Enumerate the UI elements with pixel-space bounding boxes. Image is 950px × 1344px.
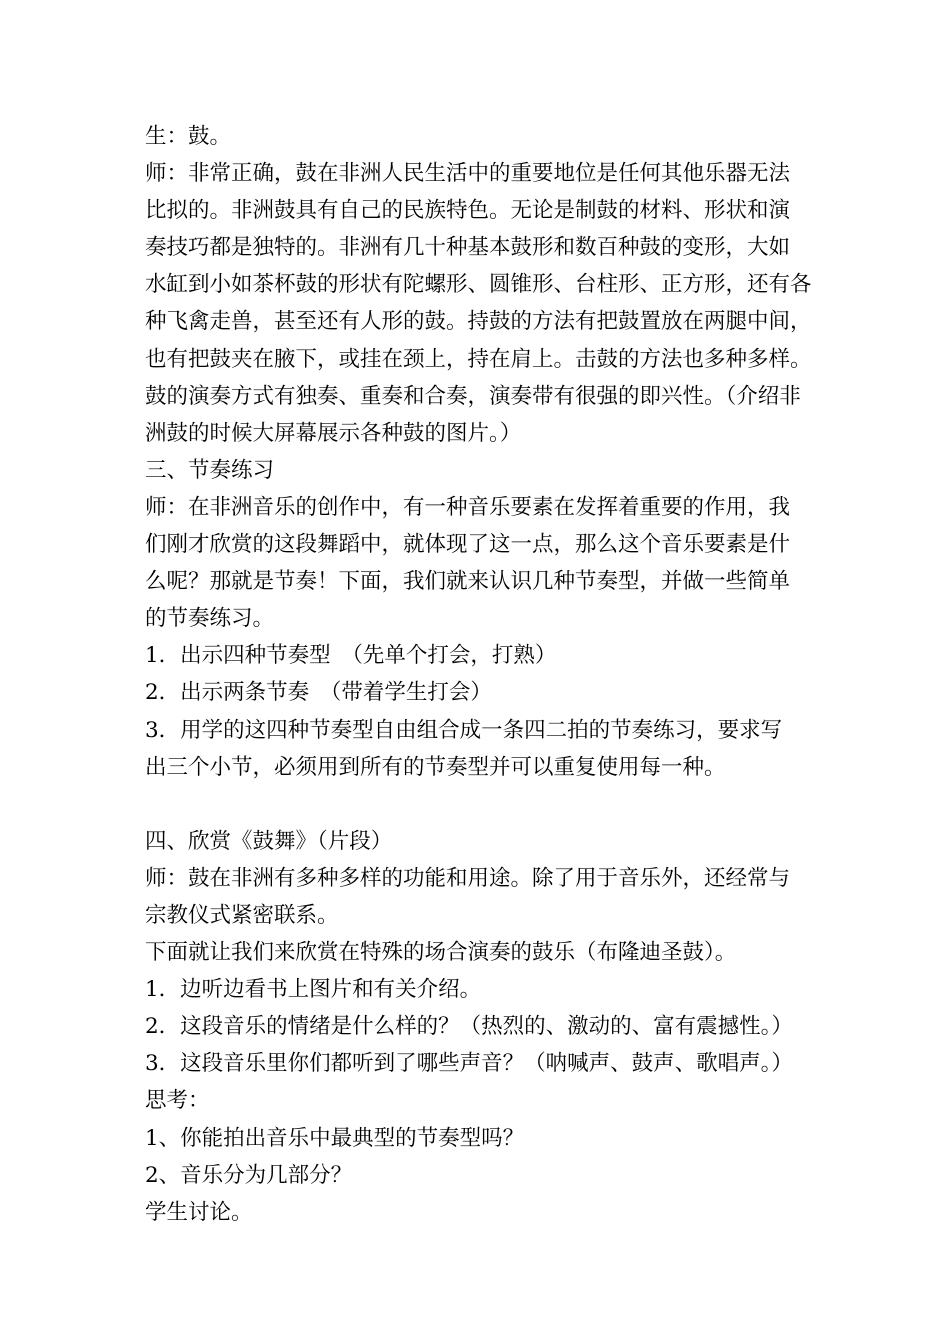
text-line: 师：鼓在非洲有多种多样的功能和用途。除了用于音乐外，还经常与: [145, 865, 791, 891]
text-line: 洲鼓的时候大屏幕展示各种鼓的图片。）: [145, 420, 522, 446]
text-line: 也有把鼓夹在腋下，或挂在颈上，持在肩上。击鼓的方法也多种多样。: [145, 346, 812, 372]
list-item: 2．出示两条节奏 （带着学生打会）: [145, 680, 492, 706]
text-line: 鼓的演奏方式有独奏、重奏和合奏，演奏带有很强的即兴性。（介绍非: [145, 383, 801, 409]
text-line: 宗教仪式紧密联系。: [145, 902, 339, 928]
document-body: [145, 118, 815, 1231]
blank-line: [145, 786, 815, 823]
list-item: 2．这段音乐的情绪是什么样的？（热烈的、激动的、富有震撼性。）: [145, 1014, 793, 1040]
text-line: 下面就让我们来欣赏在特殊的场合演奏的鼓乐（布隆迪圣鼓）。: [145, 940, 737, 966]
list-item: 3．这段音乐里你们都听到了哪些声音？（呐喊声、鼓声、歌唱声。）: [145, 1051, 793, 1077]
text-line: 生：鼓。: [145, 124, 232, 149]
text-line: 们刚才欣赏的这段舞蹈中，就体现了这一点，那么这个音乐要素是什: [145, 532, 791, 558]
section-heading: 三、节奏练习: [145, 457, 275, 483]
text-line: 么呢？那就是节奏！下面，我们就来认识几种节奏型，并做一些简单: [145, 569, 791, 595]
text-line: 师：非常正确，鼓在非洲人民生活中的重要地位是任何其他乐器无法: [145, 161, 791, 187]
text-line: 师：在非洲音乐的创作中，有一种音乐要素在发挥着重要的作用，我: [145, 494, 791, 520]
text-line: 比拟的。非洲鼓具有自己的民族特色。无论是制鼓的材料、形状和演: [145, 198, 791, 224]
list-item: 1、你能拍出音乐中最典型的节奏型吗？: [145, 1125, 525, 1151]
list-item: 3．用学的这四种节奏型自由组合成一条四二拍的节奏练习，要求写: [145, 717, 783, 743]
text-line: 种飞禽走兽，甚至还有人形的鼓。持鼓的方法有把鼓置放在两腿中间，: [145, 309, 812, 335]
text-line: 出三个小节，必须用到所有的节奏型并可以重复使用每一种。: [145, 754, 726, 780]
text-line: 水缸到小如茶杯鼓的形状有陀螺形、圆锥形、台柱形、正方形，还有各: [145, 272, 812, 298]
text-line: 奏技巧都是独特的。非洲有几十种基本鼓形和数百种鼓的变形，大如: [145, 235, 791, 261]
text-line: 思考：: [145, 1088, 210, 1114]
section-heading: 四、欣赏《鼓舞》（片段）: [145, 828, 393, 854]
text-line: 的节奏练习。: [145, 606, 275, 632]
text-line: 学生讨论。: [145, 1199, 253, 1225]
list-item: 2、音乐分为几部分？: [145, 1162, 353, 1188]
list-item: 1．边听边看书上图片和有关介绍。: [145, 977, 482, 1003]
list-item: 1．出示四种节奏型 （先单个打会，打熟）: [145, 643, 557, 669]
